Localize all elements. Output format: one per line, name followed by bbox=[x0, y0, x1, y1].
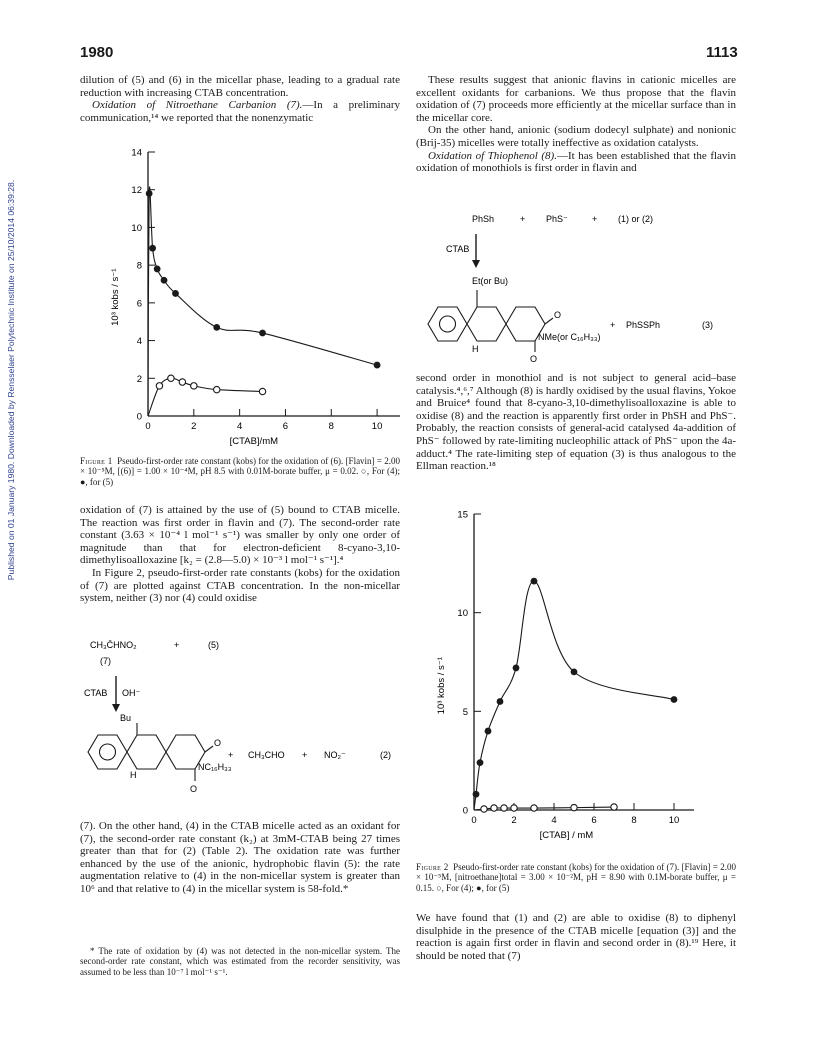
fig2-series-1-point bbox=[571, 668, 578, 675]
fig2-series-1-point bbox=[531, 578, 538, 585]
fig1-y-tick-label: 12 bbox=[131, 185, 142, 197]
fig1-x-tick-label: 0 bbox=[145, 421, 151, 432]
scheme2-arrowhead bbox=[112, 704, 120, 712]
fig1-series-2-line bbox=[148, 378, 263, 416]
fig1-series-1-point bbox=[259, 330, 266, 337]
section-text: —In a preliminary communication,¹⁴ we reported that the nonenzymatic bbox=[80, 99, 400, 124]
scheme2-label-7: (7) bbox=[100, 656, 111, 666]
scheme2-carbonyl-o-2: O bbox=[190, 784, 198, 794]
fig2-series-1-point bbox=[477, 759, 484, 766]
fig2-series-2-point bbox=[611, 804, 617, 810]
fig2-y-axis-label: 10³ kobs / s⁻¹ bbox=[436, 657, 447, 715]
scheme3-nh: H bbox=[472, 344, 479, 354]
scheme2-plus-2: + bbox=[228, 750, 234, 760]
figure-1-caption-text: Pseudo-first-order rate constant (kobs) for the oxidation of (6). [Flavin] = 2.00 × 10⁻⁵M, [(6)] = 1.00 × 10⁻⁴M, pH 8.5 with 0.01M-borate buffer, μ = 0.02. ○, For (4); ●, for (5) bbox=[80, 456, 400, 487]
oxidation-section bbox=[80, 99, 400, 124]
fig1-y-tick-label: 2 bbox=[136, 373, 142, 385]
fig2-x-axis-label: [CTAB] / mM bbox=[539, 830, 594, 841]
section-heading: Oxidation of Nitroethane Carbanion (7). bbox=[92, 99, 303, 112]
fig2-series-2-point bbox=[531, 805, 537, 811]
fig1-y-tick-label: 14 bbox=[131, 147, 142, 159]
scheme3-flavin-structure bbox=[428, 290, 553, 352]
scheme2-carbonyl-o: O bbox=[214, 738, 222, 748]
fig1-x-tick-label: 8 bbox=[328, 421, 334, 432]
left-bottom-text bbox=[80, 820, 400, 896]
reaction-scheme-2 bbox=[80, 626, 410, 816]
download-note: Published on 01 January 1980. Downloaded by Rensselaer Polytechnic Institute on 25/10/2014 06:39:28. bbox=[6, 179, 16, 581]
scheme2-substituent-right: NC₁₆H₃₃ bbox=[198, 762, 232, 772]
figure-1-chart bbox=[80, 140, 410, 452]
scheme3-reactant-2: PhS⁻ bbox=[546, 214, 568, 224]
fig1-series-1-point bbox=[161, 277, 168, 284]
thiophenol-text: —It has been established that the flavin oxidation of monothiols is first order in flavin and bbox=[416, 149, 736, 175]
scheme2-product-2: CH₃CHO bbox=[248, 750, 285, 760]
fig1-series-1-point bbox=[146, 190, 153, 197]
reaction-scheme-3 bbox=[416, 206, 736, 366]
fig1-series-2-point bbox=[179, 379, 185, 385]
fig2-series-1-line bbox=[474, 581, 674, 810]
fig2-series-2-point bbox=[511, 805, 517, 811]
scheme2-plus-3: + bbox=[302, 750, 308, 760]
fig2-x-tick-label: 8 bbox=[631, 815, 637, 826]
footnote: * The rate of oxidation by (4) was not detected in the non-micellar system. The second-order rate constant, which was estimated from the recorder sensitivity, was assumed to be less than 10⁻⁷ l mol⁻¹ s⁻¹. bbox=[80, 946, 400, 977]
left-paragraph-4: (7). On the other hand, (4) in the CTAB micelle acted as an oxidant for (7), the second-order rate constant (k₂) at 3mM-CTAB being 27 times greater than that for (2) (Table 2). The oxidation rate was further enhanced by the use of the anionic, hydrophobic flavin (5): the rate augmentation relative to (4) in the non-micellar system is greater than 10⁶ and that relative to (4) in the micellar system is 58-fold.* bbox=[80, 820, 400, 895]
fig2-x-tick-label: 10 bbox=[668, 815, 680, 826]
right-paragraph-1: These results suggest that anionic flavins in cationic micelles are excellent oxidants for carbanions. We thus propose that the flavin oxidation of (7) proceeds more efficiently at the micellar surface than in the micellar core. bbox=[416, 74, 736, 124]
figure-1-caption bbox=[80, 456, 400, 487]
fig1-series-2-point bbox=[156, 383, 162, 389]
left-paragraph-3: In Figure 2, pseudo-first-order rate constants (kobs) for the oxidation of (7) are plotted against CTAB concentration. In the non-micellar system, neither (3) nor (4) could oxidise bbox=[80, 566, 400, 605]
fig1-y-tick-label: 10 bbox=[131, 222, 142, 234]
fig1-y-tick-label: 0 bbox=[136, 411, 142, 423]
fig1-x-tick-label: 4 bbox=[236, 421, 243, 432]
page-number: 1113 bbox=[706, 44, 738, 61]
fig2-series-1-point bbox=[497, 698, 504, 705]
scheme3-product: PhSSPh bbox=[626, 320, 661, 330]
scheme3-carbonyl-o: O bbox=[554, 310, 562, 320]
fig1-x-tick-label: 10 bbox=[371, 421, 383, 432]
fig1-series-1-point bbox=[149, 245, 156, 252]
scheme3-substituent-top: Et(or Bu) bbox=[472, 276, 509, 286]
left-paragraph-2: oxidation of (7) is attained by the use of (5) bound to CTAB micelle. The reaction was first order in flavin and (7). The second-order rate constant (3.63 × 10⁻⁴ l mol⁻¹ s⁻¹) was smaller by only one order of magnitude than that for electron-deficient 8-cyano-3,10-dimethylisoalloxazine [k₂ = (2.8—5.0) × 10⁻³ l mol⁻¹ s⁻¹].⁴ bbox=[80, 504, 400, 567]
scheme3-reactant-1: PhSh bbox=[472, 214, 495, 224]
fig1-x-tick-label: 2 bbox=[191, 421, 197, 432]
right-paragraph-2: On the other hand, anionic (sodium dodecyl sulphate) and nonionic (Brij-35) micelles were totally ineffective as oxidation catalysts. bbox=[416, 124, 736, 149]
scheme2-condition-oh: OH⁻ bbox=[122, 688, 141, 698]
fig2-series-1-point bbox=[473, 791, 480, 798]
scheme3-substituent-right: NMe(or C₁₆H₃₃) bbox=[538, 332, 601, 342]
fig1-x-tick-label: 6 bbox=[282, 421, 289, 432]
fig2-x-tick-label: 0 bbox=[471, 815, 477, 826]
fig2-y-tick-label: 15 bbox=[457, 509, 468, 521]
fig1-series-2-point bbox=[191, 383, 197, 389]
fig2-series-1-point bbox=[513, 665, 520, 672]
scheme3-condition: CTAB bbox=[446, 244, 470, 254]
fig1-series-1-point bbox=[374, 362, 381, 369]
scheme2-condition-ctab: CTAB bbox=[84, 688, 108, 698]
journal-year: 1980 bbox=[80, 44, 114, 61]
scheme2-nh: H bbox=[130, 770, 137, 780]
right-bottom-text bbox=[416, 912, 736, 962]
fig2-x-tick-label: 4 bbox=[551, 815, 557, 826]
scheme2-flavin-structure bbox=[88, 723, 213, 781]
scheme3-plus-2: + bbox=[592, 214, 598, 224]
fig2-x-tick-label: 2 bbox=[511, 815, 517, 826]
left-middle-text bbox=[80, 504, 400, 605]
right-paragraph-4: We have found that (1) and (2) are able to oxidise (8) to diphenyl disulphide in the presence of the CTAB micelle [equation (3)] and the reaction is again first order in flavin and second order in (8).¹⁹ Here, it should be noted that (7) bbox=[416, 912, 736, 962]
right-top-text bbox=[416, 74, 736, 175]
scheme3-plus-1: + bbox=[520, 214, 526, 224]
thiophenol-heading: Oxidation of Thiophenol (8). bbox=[428, 149, 557, 162]
fig1-series-2-point bbox=[214, 386, 220, 392]
scheme2-reactant-2: (5) bbox=[208, 640, 219, 650]
fig1-y-tick-label: 8 bbox=[136, 260, 142, 272]
thiophenol-section bbox=[416, 150, 736, 175]
right-paragraph-3: second order in monothiol and is not subject to general acid–base catalysis.⁴,⁶,⁷ Although (8) is hardly oxidised by the usual flavins, Yokoe and Bruice⁴ found that 8-cyano-3,10-dimethylisoalloxazine is able to oxidise (8) and the reaction is apparently first order in PhSH and PhS⁻. Probably, the reaction consists of general-acid catalysed 4a-addition of PhS⁻ followed by rate-limiting nucleophilic attack of PhS⁻ upon the 4a-adduct.⁴ The rate-limiting step of equation (3) is thus analogous to the Ellman reaction.¹⁸ bbox=[416, 372, 736, 473]
fig1-y-tick-label: 6 bbox=[136, 298, 142, 310]
figure-2-label: Figure 2 bbox=[416, 862, 449, 872]
figure-2-chart bbox=[436, 500, 710, 846]
left-top-text bbox=[80, 74, 400, 124]
scheme3-equation-number: (3) bbox=[702, 320, 713, 330]
fig1-series-1-point bbox=[154, 266, 161, 273]
right-middle-text bbox=[416, 372, 736, 473]
scheme3-arrowhead bbox=[472, 260, 480, 268]
fig1-series-1-point bbox=[213, 324, 220, 331]
fig2-series-2-point bbox=[501, 805, 507, 811]
fig2-series-1-point bbox=[485, 728, 492, 735]
scheme2-plus: + bbox=[174, 640, 180, 650]
fig2-y-tick-label: 10 bbox=[457, 608, 468, 620]
figure-2-caption bbox=[416, 862, 736, 893]
fig1-series-2-point bbox=[168, 375, 174, 381]
fig2-y-tick-label: 0 bbox=[462, 805, 468, 817]
fig2-series-2-point bbox=[481, 806, 487, 812]
fig2-series-1-point bbox=[671, 696, 678, 703]
fig2-series-2-point bbox=[571, 804, 577, 810]
scheme2-substituent-top: Bu bbox=[120, 713, 132, 723]
scheme3-plus-3: + bbox=[610, 320, 616, 330]
figure-1-label: Figure 1 bbox=[80, 456, 113, 466]
fig2-y-tick-label: 5 bbox=[462, 706, 468, 718]
fig1-y-tick-label: 4 bbox=[136, 336, 142, 348]
fig1-y-axis-label: 10³ kobs / s⁻¹ bbox=[110, 268, 121, 326]
fig1-x-axis-label: [CTAB]/mM bbox=[229, 436, 279, 447]
fig1-series-2-point bbox=[259, 388, 265, 394]
scheme2-equation-number: (2) bbox=[380, 750, 391, 760]
fig2-x-tick-label: 6 bbox=[591, 815, 597, 826]
scheme2-reactant-1: CH₃C̄HNO₂ bbox=[90, 640, 137, 650]
scheme2-product-3: NO₂⁻ bbox=[324, 750, 346, 760]
scheme3-reactant-3: (1) or (2) bbox=[618, 214, 654, 224]
scheme3-carbonyl-o-2: O bbox=[530, 354, 538, 364]
fig1-series-1-point bbox=[172, 290, 179, 297]
left-paragraph-1: dilution of (5) and (6) in the micellar phase, leading to a gradual rate reduction with increasing CTAB concentration. bbox=[80, 74, 400, 99]
figure-2-caption-text: Pseudo-first-order rate constant (kobs) for the oxidation of (7). [Flavin] = 2.00 × 10⁻⁵M, [nitroethane]total = 3.00 × 10⁻²M, pH = 8.90 with 0.1M-borate buffer, μ = 0.15. ○, For (4); ●, for (5) bbox=[416, 862, 736, 893]
fig2-series-2-point bbox=[491, 805, 497, 811]
